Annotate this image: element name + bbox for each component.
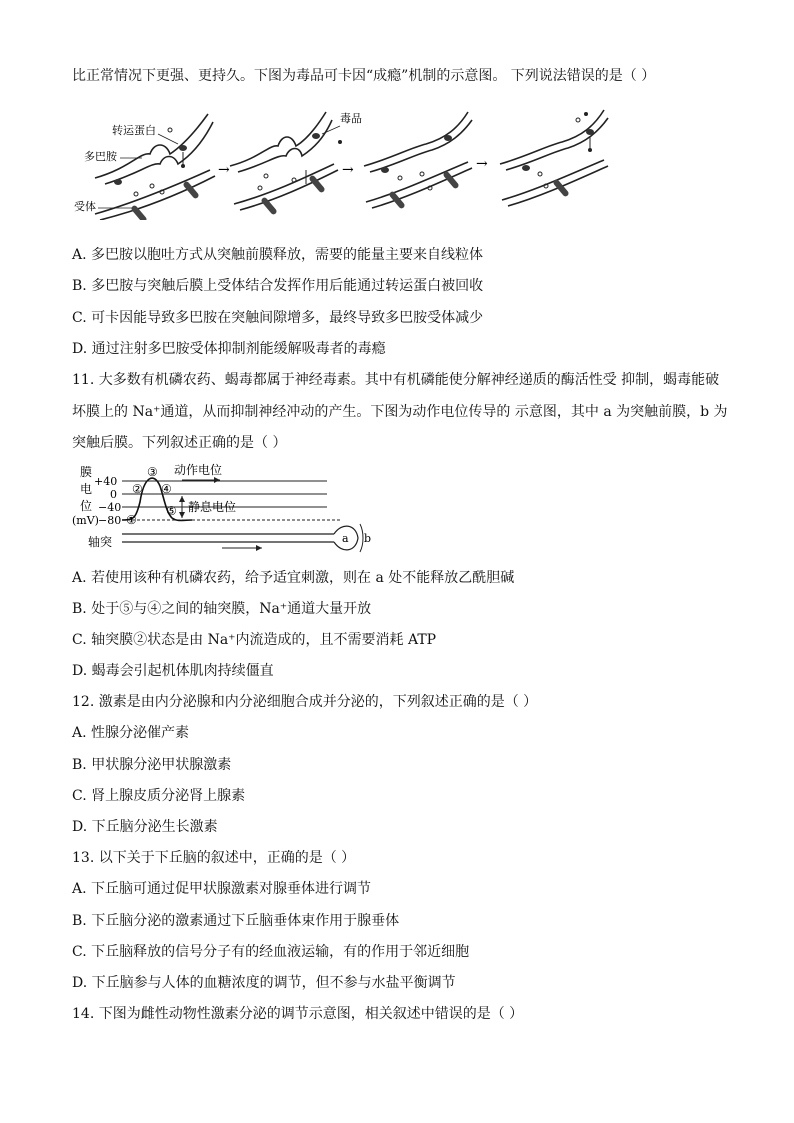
marker-4: ④ [161,482,172,496]
q13-option-d: D. 下丘脑参与人体的血糖浓度的调节，但不参与水盐平衡调节 [72,975,456,991]
cocaine-addiction-figure [70,108,630,224]
action-potential-svg [72,462,372,558]
tick-plus40: +40 [94,475,118,488]
ylabel-char-3: 位 [80,499,93,513]
q13-option-a: A. 下丘脑可通过促甲状腺激素对腺垂体进行调节 [72,881,372,897]
label-receptor: 受体 [74,200,96,213]
q11-option-a: A. 若使用该种有机磷农药，给予适宜刺激，则在 a 处不能释放乙酰胆碱 [72,570,515,586]
tick-minus40: −40 [98,501,122,514]
tick-minus80: −80 [98,514,122,527]
q13-option-b: B. 下丘脑分泌的激素通过下丘脑垂体束作用于腺垂体 [72,913,400,929]
marker-2: ② [132,482,143,496]
marker-1: ① [126,513,137,527]
q11-stem-line-1: 11. 大多数有机磷农药、蝎毒都属于神经毒素。其中有机磷能使分解神经递质的酶活性受 抑制，蝎毒能破 [72,372,720,388]
axon-label: 轴突 [88,535,113,549]
resting-potential-label: 静息电位 [188,500,237,514]
ylabel-char-1: 膜 [80,465,93,479]
q13-option-c: C. 下丘脑释放的信号分子有的经血液运输，有的作用于邻近细胞 [72,944,470,960]
synapse-panel-1 [74,114,215,220]
label-b: b [364,532,372,545]
q12-option-a: A. 性腺分泌催产素 [72,725,190,741]
synapse-panel-3 [364,112,472,210]
q13-stem: 13. 以下关于下丘脑的叙述中，正确的是（ ） [72,850,356,866]
q11-option-b: B. 处于⑤与④之间的轴突膜，Na⁺通道大量开放 [72,601,372,617]
q11-stem-line-2: 坏膜上的 Na⁺通道，从而抑制神经冲动的产生。下图为动作电位传导的 示意图，其中 a 为突触前膜，b 为 [72,404,728,420]
q10-option-c: C. 可卡因能导致多巴胺在突触间隙增多，最终导致多巴胺受体减少 [72,310,484,326]
label-transporter: 转运蛋白 [112,124,156,137]
synapse-panel-4 [500,110,608,206]
q10-option-b: B. 多巴胺与突触后膜上受体结合发挥作用后能通过转运蛋白被回收 [72,278,484,294]
marker-5: ⑤ [166,504,177,518]
q11-option-c: C. 轴突膜②状态是由 Na⁺内流造成的，且不需要消耗 ATP [72,632,437,648]
q10-option-d: D. 通过注射多巴胺受体抑制剂能缓解吸毒者的毒瘾 [72,341,386,357]
q11-stem-line-3: 突触后膜。下列叙述正确的是（ ） [72,435,287,451]
ylabel-char-2: 电 [80,482,93,496]
q12-stem: 12. 激素是由内分泌腺和内分泌细胞合成并分泌的，下列叙述正确的是（ ） [72,694,538,710]
tick-0: 0 [110,488,117,501]
q10-stem: 比正常情况下更强、更持久。下图为毒品可卡因“成瘾”机制的示意图。 下列说法错误的是（ ） [72,68,656,84]
q12-option-d: D. 下丘脑分泌生长激素 [72,819,218,835]
marker-3: ③ [147,465,158,479]
q12-option-c: C. 肾上腺皮质分泌肾上腺素 [72,788,246,804]
q10-option-a: A. 多巴胺以胞吐方式从突触前膜释放，需要的能量主要来自线粒体 [72,247,484,263]
q11-option-d: D. 蝎毒会引起机体肌肉持续僵直 [72,663,274,679]
label-a: a [342,532,349,545]
ylabel-unit: (mV) [72,514,99,527]
action-potential-label: 动作电位 [174,463,223,477]
cocaine-figure-svg [70,108,630,220]
q14-stem: 14. 下图为雌性动物性激素分泌的调节示意图，相关叙述中错误的是（ ） [72,1006,524,1022]
label-drug: 毒品 [340,112,362,125]
arrow-3: → [476,156,488,172]
q12-option-b: B. 甲状腺分泌甲状腺激素 [72,757,232,773]
label-dopamine: 多巴胺 [84,150,117,163]
arrow-1: → [218,162,230,178]
arrow-2: → [342,162,354,178]
action-potential-figure [72,462,372,562]
